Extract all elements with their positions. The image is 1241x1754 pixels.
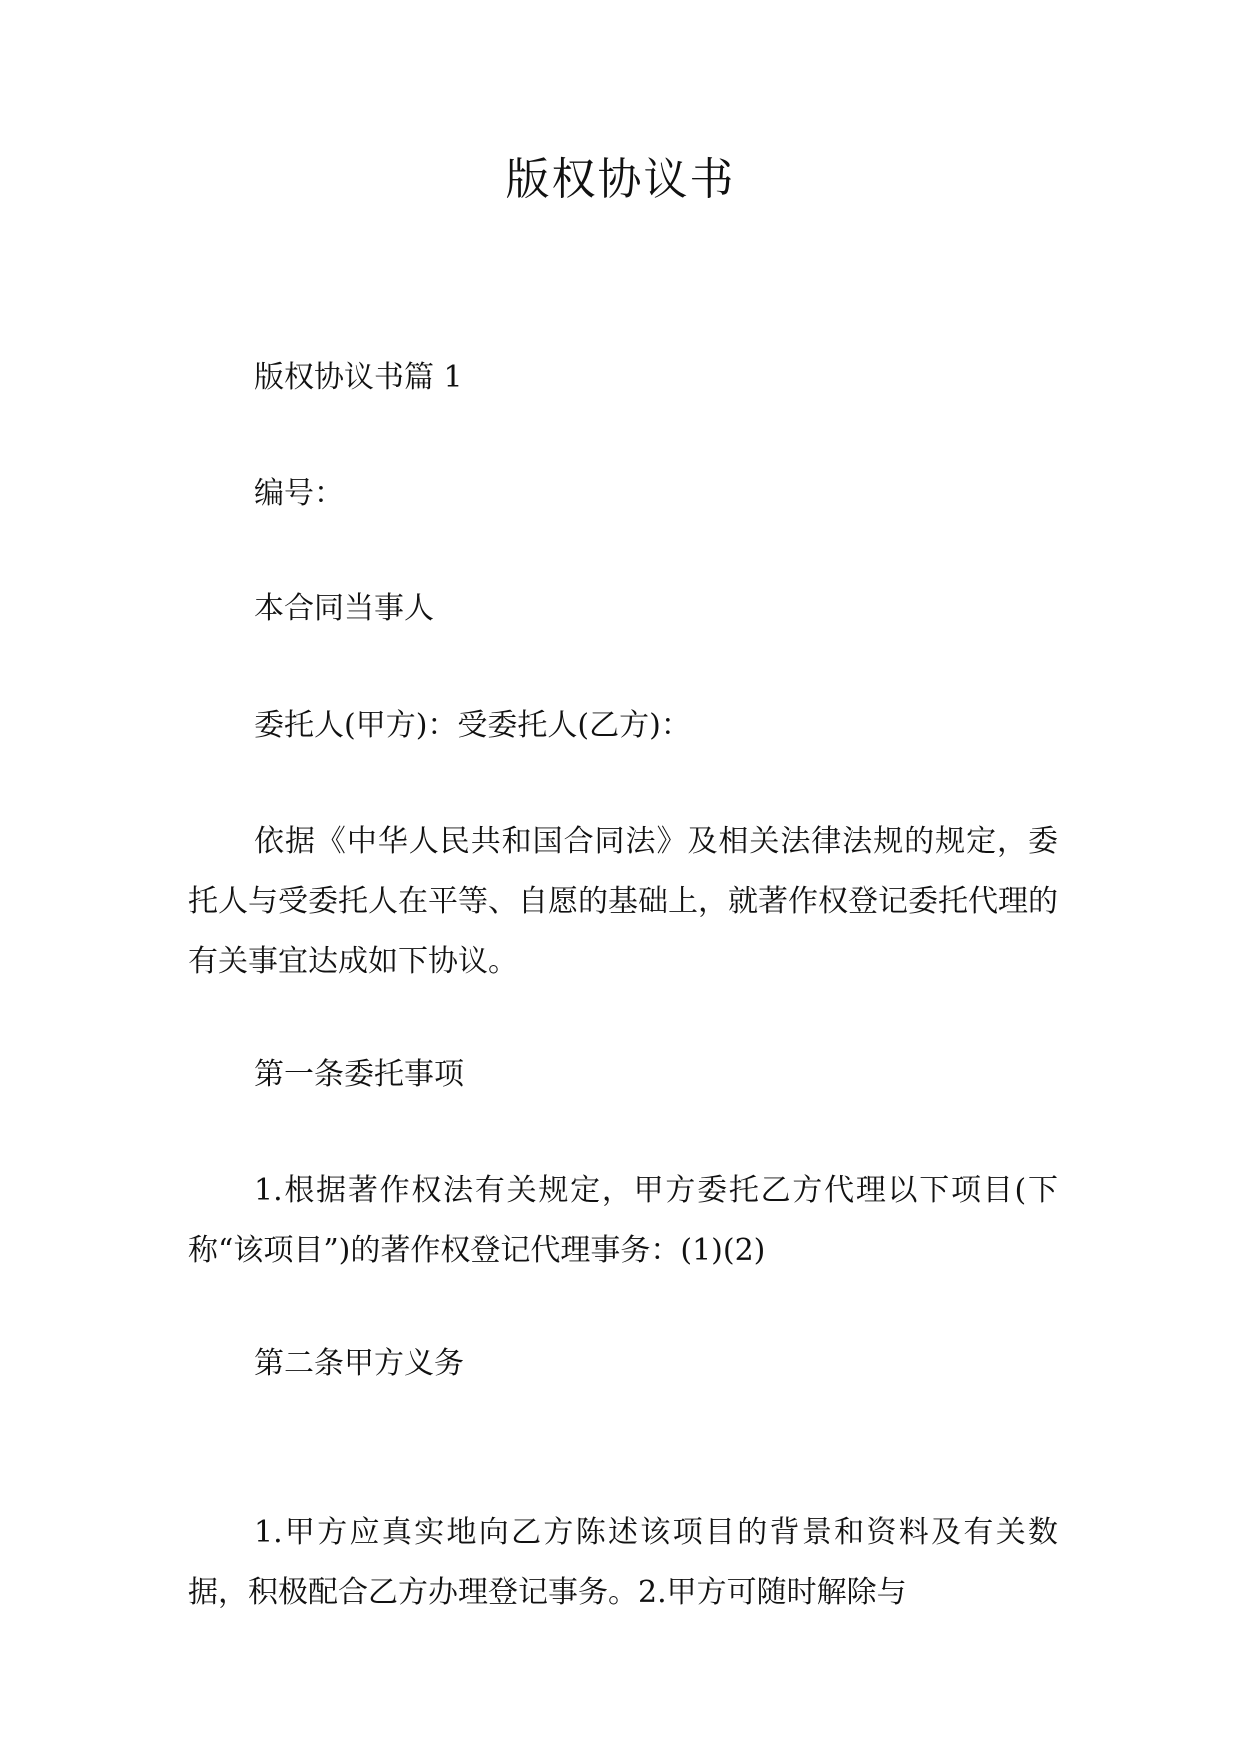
article-2-heading: 第二条甲方义务	[254, 1346, 464, 1381]
article-2-clauses: 1.甲方应真实地向乙方陈述该项目的背景和资料及有关数据，积极配合乙方办理登记事务。2.甲方可随时解除与	[188, 1515, 1058, 1610]
article-1-heading: 第一条委托事项	[254, 1057, 464, 1092]
document-title: 版权协议书	[505, 154, 736, 205]
parties-line: 委托人(甲方)：受委托人(乙方)：	[254, 708, 691, 743]
section-heading: 版权协议书篇 1	[254, 360, 463, 395]
article-1-clause-1: 1.根据著作权法有关规定，甲方委托乙方代理以下项目(下称“该项目”)的著作权登记代理事务：(1)(2)	[188, 1173, 1058, 1268]
preamble-paragraph: 依据《中华人民共和国合同法》及相关法律法规的规定，委托人与受委托人在平等、自愿的基础上，就著作权登记委托代理的有关事宜达成如下协议。	[188, 824, 1058, 979]
contract-number-label: 编号：	[254, 476, 344, 511]
parties-heading: 本合同当事人	[254, 591, 434, 626]
